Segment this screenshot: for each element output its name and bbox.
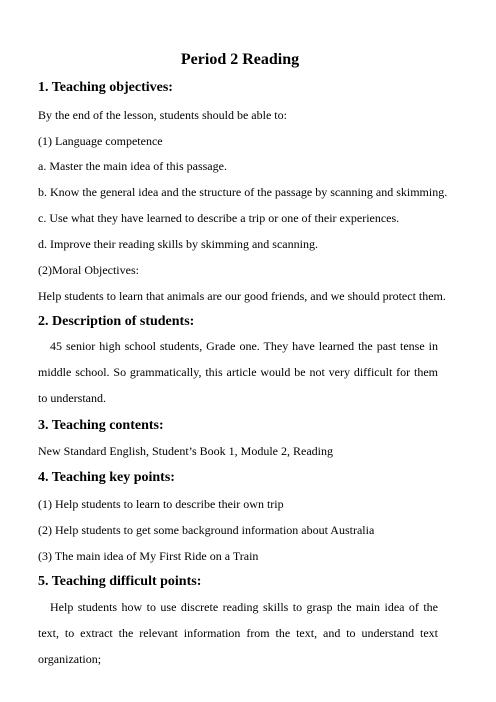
key-point-3: (3) The main idea of My First Ride on a Train — [38, 549, 259, 563]
section-heading-teaching-objectives: 1. Teaching objectives: — [38, 80, 173, 95]
section-heading-difficult-points: 5. Teaching difficult points: — [38, 574, 202, 589]
objective-b: b. Know the general idea and the structure of the passage by scanning and skimming. — [38, 185, 448, 199]
teaching-contents-text: New Standard English, Student’s Book 1, Module 2, Reading — [38, 444, 333, 458]
students-description-paragraph: 45 senior high school students, Grade one. They have learned the past tense in middle school. So grammatically, this article would be not very difficult for them to understand. — [38, 339, 438, 405]
section-heading-description-of-students: 2. Description of students: — [38, 314, 195, 329]
key-point-1: (1) Help students to learn to describe their own trip — [38, 497, 284, 511]
section-heading-key-points: 4. Teaching key points: — [38, 470, 175, 485]
moral-objective-text: Help students to learn that animals are our good friends, and we should protect them. — [38, 289, 446, 303]
language-competence-label: (1) Language competence — [38, 134, 163, 148]
difficult-points-paragraph: Help students how to use discrete reading skills to grasp the main idea of the text, to extract the relevant information from the text, and to understand text organization; — [38, 600, 438, 666]
objective-c: c. Use what they have learned to describe a trip or one of their experiences. — [38, 211, 400, 225]
objective-d: d. Improve their reading skills by skimming and scanning. — [38, 237, 318, 251]
objectives-intro: By the end of the lesson, students should be able to: — [38, 108, 287, 122]
key-point-2: (2) Help students to get some background information about Australia — [38, 523, 375, 537]
page-title: Period 2 Reading — [180, 51, 300, 68]
moral-objectives-label: (2)Moral Objectives: — [38, 263, 139, 277]
section-heading-teaching-contents: 3. Teaching contents: — [38, 418, 164, 433]
objective-a: a. Master the main idea of this passage. — [38, 159, 227, 173]
